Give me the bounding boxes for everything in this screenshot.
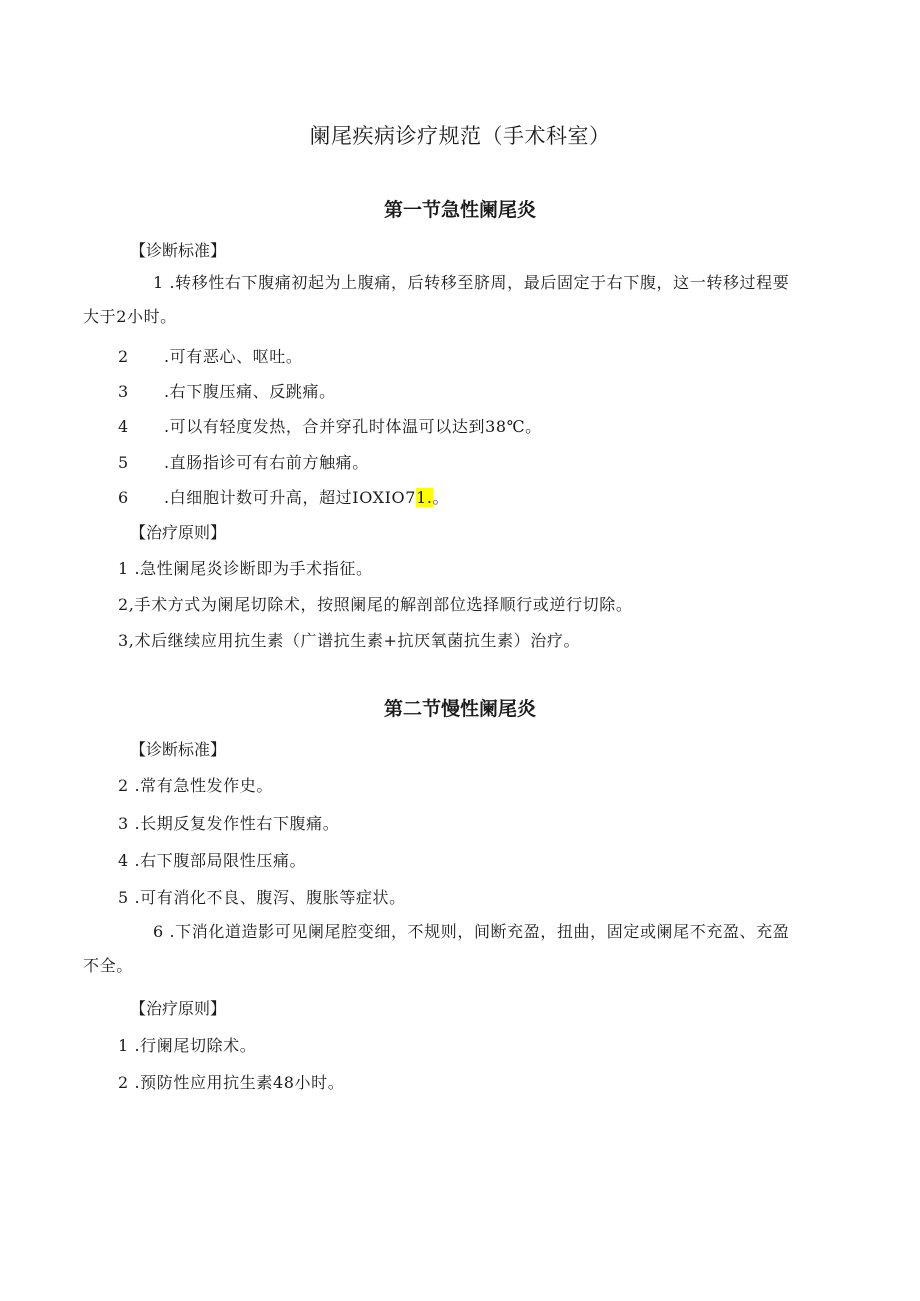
s1-diag-item-4: 4 .可以有轻度发热，合并穿孔时体温可以达到38℃。 <box>118 417 542 436</box>
s1-diag-item-5: 5 .直肠指诊可有右前方触痛。 <box>118 453 369 472</box>
s1-treat-item-3: 3,术后继续应用抗生素（广谱抗生素+抗厌氧菌抗生素）治疗。 <box>118 631 581 650</box>
s2-treat-item-2: 2 .预防性应用抗生素48小时。 <box>118 1073 345 1092</box>
section-1-heading: 第一节急性阑尾炎 <box>383 199 536 221</box>
section-2-diagnosis-label: 【诊断标准】 <box>130 740 227 759</box>
s1-treat-item-2: 2,手术方式为阑尾切除术，按照阑尾的解剖部位选择顺行或逆行切除。 <box>118 595 633 614</box>
s1-treat-item-1: 1 .急性阑尾炎诊断即为手术指征。 <box>118 559 373 578</box>
s1-diag-item-6: 6 .白细胞计数可升高，超过IOXIO71.。 <box>118 488 450 507</box>
section-1-diagnosis-label: 【诊断标准】 <box>130 241 227 260</box>
section-2-treatment-label: 【治疗原则】 <box>130 999 227 1018</box>
s2-diag-item-2: 2 .常有急性发作史。 <box>118 776 273 795</box>
s1-diag-item-2: 2 .可有恶心、呕吐。 <box>118 347 303 366</box>
document-title: 阑尾疾病诊疗规范（手术科室） <box>309 124 611 148</box>
section-2-heading: 第二节慢性阑尾炎 <box>383 698 536 720</box>
s2-diag-item-4: 4 .右下腹部局限性压痛。 <box>118 851 307 870</box>
s1-diag-item-1: 1 .转移性右下腹痛初起为上腹痛，后转移至脐周，最后固定于右下腹，这一转移过程要大于2小时。 <box>83 273 790 326</box>
s1-diag-item-3: 3 .右下腹压痛、反跳痛。 <box>118 382 336 401</box>
s2-diag-item-6: 6 .下消化道造影可见阑尾腔变细，不规则，间断充盈，扭曲，固定或阑尾不充盈、充盈不全。 <box>83 922 790 975</box>
section-1-treatment-label: 【治疗原则】 <box>130 523 227 542</box>
s2-diag-item-5: 5 .可有消化不良、腹泻、腹胀等症状。 <box>118 888 406 907</box>
s2-treat-item-1: 1 .行阑尾切除术。 <box>118 1036 257 1055</box>
highlighted-text: 1. <box>416 488 433 507</box>
s2-diag-item-3: 3 .长期反复发作性右下腹痛。 <box>118 814 340 833</box>
